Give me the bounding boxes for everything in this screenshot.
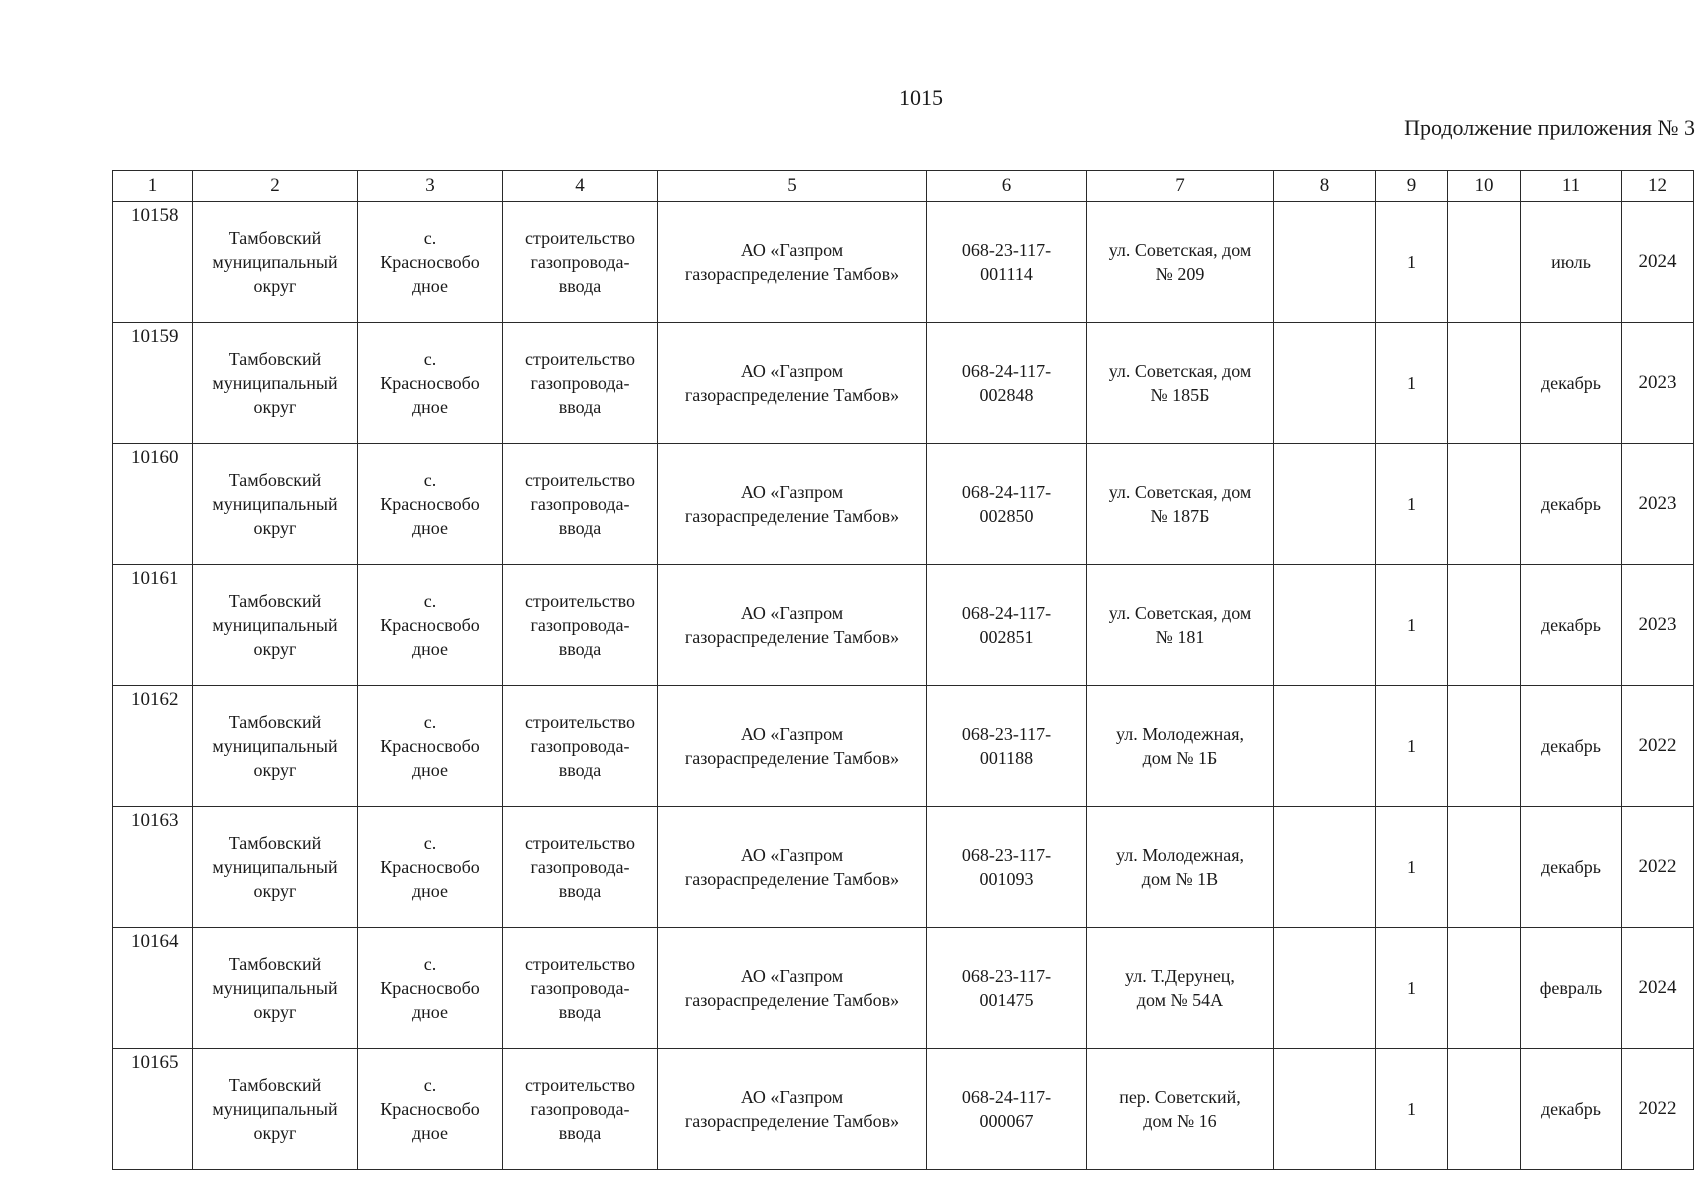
row-number-cell	[113, 1049, 193, 1170]
year-text: 2023	[1638, 493, 1677, 514]
quantity-text: 1	[1407, 252, 1416, 272]
code-text: 068-24-117- 002848	[961, 361, 1052, 405]
district-cell	[193, 202, 358, 323]
work-type-text: строительство газопровода- ввода	[525, 712, 635, 780]
month-cell	[1521, 807, 1622, 928]
code-text: 068-23-117- 001093	[961, 845, 1052, 889]
settlement-cell	[358, 202, 503, 323]
settlement-text: с. Красносвобо дное	[380, 954, 480, 1022]
year-cell	[1622, 686, 1694, 807]
column-number: 8	[1274, 171, 1376, 202]
organization-cell	[658, 565, 927, 686]
month-text: декабрь	[1541, 1099, 1601, 1119]
column-number: 6	[927, 171, 1087, 202]
district-text: Тамбовский муниципальный округ	[212, 954, 338, 1022]
month-text: февраль	[1539, 978, 1603, 998]
appendix-table	[112, 170, 1694, 1170]
month-cell	[1521, 1049, 1622, 1170]
settlement-text: с. Красносвобо дное	[380, 1075, 480, 1143]
organization-cell	[658, 202, 927, 323]
organization-text: АО «Газпром газораспределение Тамбов»	[684, 966, 900, 1010]
address-text: ул. Советская, дом № 181	[1108, 603, 1252, 647]
work-type-cell	[503, 807, 658, 928]
month-cell	[1521, 565, 1622, 686]
row-number-cell	[113, 444, 193, 565]
row-number-cell	[113, 565, 193, 686]
column-number: 10	[1448, 171, 1521, 202]
month-cell	[1521, 323, 1622, 444]
code-cell	[927, 565, 1087, 686]
work-type-cell	[503, 928, 658, 1049]
work-type-text: строительство газопровода- ввода	[525, 833, 635, 901]
work-type-text: строительство газопровода- ввода	[525, 228, 635, 296]
year-text: 2022	[1638, 1098, 1677, 1119]
year-text: 2023	[1638, 614, 1677, 635]
month-text: декабрь	[1541, 736, 1601, 756]
settlement-text: с. Красносвобо дное	[380, 470, 480, 538]
table-row	[113, 807, 1694, 928]
organization-cell	[658, 686, 927, 807]
address-text: ул. Т.Дерунец, дом № 54А	[1125, 966, 1235, 1010]
address-text: пер. Советский, дом № 16	[1119, 1087, 1241, 1131]
row-number: 10163	[131, 810, 179, 831]
row-number: 10165	[131, 1052, 179, 1073]
organization-text: АО «Газпром газораспределение Тамбов»	[684, 845, 900, 889]
address-text: ул. Советская, дом № 185Б	[1108, 361, 1252, 405]
code-cell	[927, 1049, 1087, 1170]
column-number: 4	[503, 171, 658, 202]
district-cell	[193, 565, 358, 686]
year-text: 2023	[1638, 372, 1677, 393]
code-cell	[927, 807, 1087, 928]
district-text: Тамбовский муниципальный округ	[212, 228, 338, 296]
address-text: ул. Молодежная, дом № 1В	[1116, 845, 1244, 889]
address-text: ул. Советская, дом № 187Б	[1108, 482, 1252, 526]
table-row	[113, 323, 1694, 444]
settlement-cell	[358, 444, 503, 565]
row-number: 10164	[131, 931, 179, 952]
settlement-cell	[358, 1049, 503, 1170]
organization-cell	[658, 928, 927, 1049]
organization-text: АО «Газпром газораспределение Тамбов»	[684, 1087, 900, 1131]
code-text: 068-24-117- 000067	[961, 1087, 1052, 1131]
col9-cell	[1376, 686, 1448, 807]
page-number: 1015	[899, 85, 943, 110]
organization-text: АО «Газпром газораспределение Тамбов»	[684, 240, 900, 284]
column-number: 5	[658, 171, 927, 202]
year-cell	[1622, 444, 1694, 565]
organization-text: АО «Газпром газораспределение Тамбов»	[684, 482, 900, 526]
column-number: 9	[1376, 171, 1448, 202]
work-type-cell	[503, 686, 658, 807]
month-cell	[1521, 928, 1622, 1049]
address-cell	[1087, 686, 1274, 807]
settlement-text: с. Красносвобо дное	[380, 349, 480, 417]
row-number: 10158	[131, 205, 179, 226]
address-cell	[1087, 444, 1274, 565]
settlement-text: с. Красносвобо дное	[380, 228, 480, 296]
col10-cell	[1448, 323, 1521, 444]
month-text: декабрь	[1541, 857, 1601, 877]
work-type-text: строительство газопровода- ввода	[525, 349, 635, 417]
district-text: Тамбовский муниципальный округ	[212, 349, 338, 417]
work-type-text: строительство газопровода- ввода	[525, 591, 635, 659]
district-text: Тамбовский муниципальный округ	[212, 470, 338, 538]
column-number: 2	[193, 171, 358, 202]
code-cell	[927, 928, 1087, 1049]
year-cell	[1622, 1049, 1694, 1170]
district-cell	[193, 928, 358, 1049]
col8-cell	[1274, 444, 1376, 565]
district-text: Тамбовский муниципальный округ	[212, 1075, 338, 1143]
col10-cell	[1448, 928, 1521, 1049]
settlement-cell	[358, 807, 503, 928]
district-cell	[193, 444, 358, 565]
organization-cell	[658, 1049, 927, 1170]
col8-cell	[1274, 323, 1376, 444]
col8-cell	[1274, 686, 1376, 807]
work-type-cell	[503, 323, 658, 444]
row-number-cell	[113, 323, 193, 444]
row-number: 10162	[131, 689, 179, 710]
table-row	[113, 928, 1694, 1049]
month-text: декабрь	[1541, 494, 1601, 514]
code-text: 068-23-117- 001188	[961, 724, 1052, 768]
quantity-text: 1	[1407, 1099, 1416, 1119]
year-cell	[1622, 928, 1694, 1049]
organization-cell	[658, 323, 927, 444]
month-cell	[1521, 202, 1622, 323]
col9-cell	[1376, 928, 1448, 1049]
table-row	[113, 686, 1694, 807]
row-number-cell	[113, 202, 193, 323]
settlement-text: с. Красносвобо дное	[380, 833, 480, 901]
address-cell	[1087, 807, 1274, 928]
table-row	[113, 565, 1694, 686]
column-number: 11	[1521, 171, 1622, 202]
col9-cell	[1376, 202, 1448, 323]
code-text: 068-24-117- 002850	[961, 482, 1052, 526]
district-text: Тамбовский муниципальный округ	[212, 591, 338, 659]
col9-cell	[1376, 444, 1448, 565]
col9-cell	[1376, 565, 1448, 686]
year-cell	[1622, 565, 1694, 686]
year-text: 2022	[1638, 735, 1677, 756]
organization-cell	[658, 807, 927, 928]
row-number-cell	[113, 686, 193, 807]
code-cell	[927, 444, 1087, 565]
settlement-text: с. Красносвобо дное	[380, 591, 480, 659]
month-text: июль	[1551, 252, 1591, 272]
code-text: 068-23-117- 001114	[961, 240, 1052, 284]
district-text: Тамбовский муниципальный округ	[212, 712, 338, 780]
code-text: 068-23-117- 001475	[961, 966, 1052, 1010]
code-text: 068-24-117- 002851	[961, 603, 1052, 647]
table-row	[113, 202, 1694, 323]
month-text: декабрь	[1541, 615, 1601, 635]
district-cell	[193, 323, 358, 444]
quantity-text: 1	[1407, 978, 1416, 998]
address-cell	[1087, 323, 1274, 444]
quantity-text: 1	[1407, 736, 1416, 756]
col8-cell	[1274, 565, 1376, 686]
row-number: 10161	[131, 568, 179, 589]
row-number: 10160	[131, 447, 179, 468]
district-cell	[193, 807, 358, 928]
organization-cell	[658, 444, 927, 565]
work-type-text: строительство газопровода- ввода	[525, 470, 635, 538]
col9-cell	[1376, 323, 1448, 444]
col10-cell	[1448, 1049, 1521, 1170]
table-row	[113, 1049, 1694, 1170]
district-cell	[193, 1049, 358, 1170]
year-text: 2024	[1638, 251, 1677, 272]
work-type-cell	[503, 444, 658, 565]
work-type-cell	[503, 202, 658, 323]
district-text: Тамбовский муниципальный округ	[212, 833, 338, 901]
col9-cell	[1376, 1049, 1448, 1170]
col8-cell	[1274, 1049, 1376, 1170]
quantity-text: 1	[1407, 857, 1416, 877]
col10-cell	[1448, 202, 1521, 323]
column-number: 3	[358, 171, 503, 202]
col10-cell	[1448, 807, 1521, 928]
column-number: 7	[1087, 171, 1274, 202]
year-cell	[1622, 807, 1694, 928]
settlement-cell	[358, 686, 503, 807]
work-type-text: строительство газопровода- ввода	[525, 954, 635, 1022]
appendix-continuation-note: Продолжение приложения № 3	[1404, 115, 1695, 140]
year-cell	[1622, 202, 1694, 323]
work-type-cell	[503, 565, 658, 686]
col10-cell	[1448, 565, 1521, 686]
work-type-cell	[503, 1049, 658, 1170]
settlement-cell	[358, 323, 503, 444]
address-text: ул. Молодежная, дом № 1Б	[1116, 724, 1244, 768]
year-cell	[1622, 323, 1694, 444]
table-row	[113, 444, 1694, 565]
work-type-text: строительство газопровода- ввода	[525, 1075, 635, 1143]
quantity-text: 1	[1407, 373, 1416, 393]
col10-cell	[1448, 444, 1521, 565]
row-number: 10159	[131, 326, 179, 347]
col8-cell	[1274, 202, 1376, 323]
organization-text: АО «Газпром газораспределение Тамбов»	[684, 603, 900, 647]
quantity-text: 1	[1407, 615, 1416, 635]
col9-cell	[1376, 807, 1448, 928]
col8-cell	[1274, 807, 1376, 928]
settlement-cell	[358, 928, 503, 1049]
column-number: 1	[113, 171, 193, 202]
month-text: декабрь	[1541, 373, 1601, 393]
row-number-cell	[113, 928, 193, 1049]
address-cell	[1087, 565, 1274, 686]
organization-text: АО «Газпром газораспределение Тамбов»	[684, 724, 900, 768]
year-text: 2022	[1638, 856, 1677, 877]
settlement-text: с. Красносвобо дное	[380, 712, 480, 780]
address-text: ул. Советская, дом № 209	[1108, 240, 1252, 284]
address-cell	[1087, 202, 1274, 323]
column-number-row	[113, 171, 1694, 202]
month-cell	[1521, 686, 1622, 807]
address-cell	[1087, 928, 1274, 1049]
organization-text: АО «Газпром газораспределение Тамбов»	[684, 361, 900, 405]
code-cell	[927, 686, 1087, 807]
row-number-cell	[113, 807, 193, 928]
col8-cell	[1274, 928, 1376, 1049]
settlement-cell	[358, 565, 503, 686]
code-cell	[927, 323, 1087, 444]
code-cell	[927, 202, 1087, 323]
year-text: 2024	[1638, 977, 1677, 998]
month-cell	[1521, 444, 1622, 565]
district-cell	[193, 686, 358, 807]
quantity-text: 1	[1407, 494, 1416, 514]
col10-cell	[1448, 686, 1521, 807]
address-cell	[1087, 1049, 1274, 1170]
table-body	[113, 171, 1694, 1170]
column-number: 12	[1622, 171, 1694, 202]
